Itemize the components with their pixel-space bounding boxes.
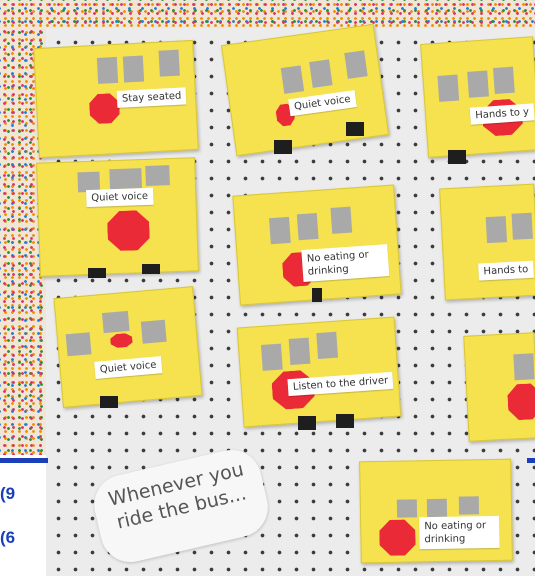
bus-window [309,59,332,88]
bus-label: Quiet voice [86,188,153,207]
bus-wheel [298,416,316,430]
bus-window [109,168,142,189]
bus-label: No eating or drinking [419,516,500,549]
side-text-2: (6 [0,528,16,547]
stop-sign-icon [379,519,416,556]
bus-window [493,67,515,94]
bus-label: Quiet voice [94,356,162,379]
stop-sign-icon [107,210,150,251]
bus-label: Hands to [478,261,534,281]
bus-window [297,213,319,240]
bus-window [269,217,291,244]
bus-wheel [274,140,292,154]
bus-listen-to-driver [237,317,402,428]
bus-window [289,338,311,365]
bus-window [159,50,180,77]
bus-quiet-voice-3 [53,286,202,408]
bus-window [486,216,507,243]
blue-line-right [527,458,535,463]
blue-line-left [0,458,48,463]
bus-wheel [88,268,106,278]
bus-window [123,56,144,83]
bus-wheel [142,264,160,274]
bus-window [344,50,367,79]
bus-label: Quiet voice [288,90,356,116]
bus-label: Hands to y [470,103,535,124]
stop-sign-icon [89,93,121,125]
bus-window [437,75,459,102]
bus-window [397,499,417,517]
bus-label: No eating or drinking [301,244,389,282]
bus-window [459,496,479,514]
bus-stay-seated [33,40,199,158]
bus-window [261,344,283,371]
bus-window [316,332,338,359]
bus-window [281,65,304,94]
bus-window [97,57,118,84]
bus-quiet-voice-2 [36,157,199,276]
side-text-1: (9 [0,484,16,503]
bus-wheel [346,122,364,136]
bus-window [427,499,447,517]
bus-hands-to-1 [420,36,535,158]
bus-window [145,165,170,186]
bus-wheel [448,150,466,164]
bus-window [513,353,534,380]
stop-sign-icon [110,333,133,349]
bus-window [102,311,130,333]
bus-wheel [336,414,354,428]
bus-no-eating-2 [359,459,513,564]
bus-window [330,207,352,234]
bus-hands-to-2 [439,184,535,301]
bus-partial-right [463,332,535,442]
left-side-strip [0,455,46,576]
bus-label: Listen to the driver [287,372,393,396]
bus-wheel [312,288,322,302]
bus-label: Stay seated [117,87,187,108]
caption-text: Whenever you ride the bus... [106,458,249,534]
stop-sign-icon [507,383,535,421]
bus-wheel [100,396,118,408]
bus-window [141,320,167,344]
bus-quiet-voice-1 [221,24,389,156]
bus-window [467,70,489,97]
bus-window [66,332,92,356]
bus-window [512,213,533,240]
